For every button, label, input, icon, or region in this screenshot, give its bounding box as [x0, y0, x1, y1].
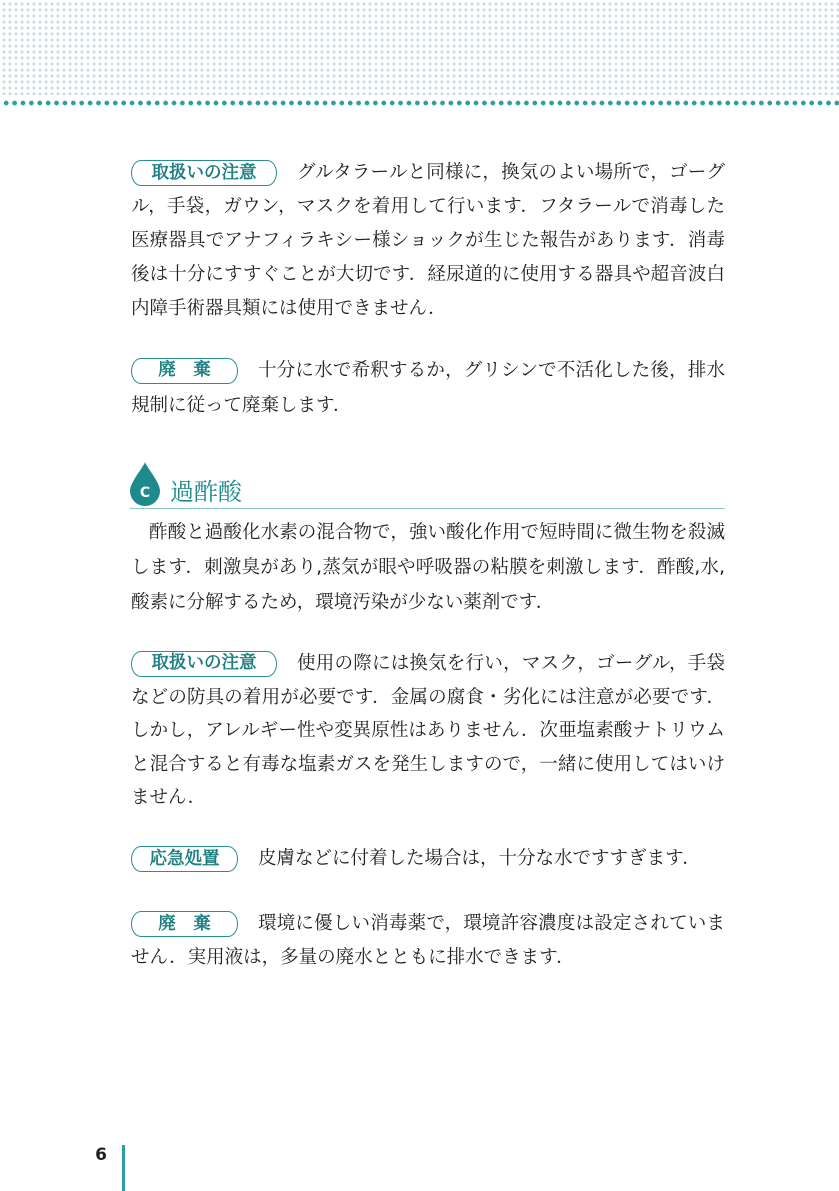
- body-line: 内障手術器具類には使用できません．: [131, 298, 447, 319]
- section-first-row: [131, 907, 725, 941]
- section-first-row: [131, 353, 725, 388]
- section-first-row: [131, 647, 725, 681]
- body-line: 規制に従って廃棄します．: [131, 395, 352, 416]
- body-line: 環境に優しい消毒薬で，環境許容濃度は設定されていま: [258, 913, 725, 934]
- body-line: 皮膚などに付着した場合は，十分な水ですすぎます．: [258, 848, 701, 869]
- heading-underline: [130, 508, 725, 509]
- handling-section-2: [131, 647, 725, 815]
- body-line: グルタラールと同様に，換気のよい場所で，ゴーグ: [297, 162, 725, 183]
- body-line: 酢酸と過酸化水素の混合物で，強い酸化作用で短時間に微生物を殺滅: [149, 522, 725, 543]
- section-heading: 過酢酸: [170, 478, 242, 506]
- handling-section-1: [131, 156, 725, 326]
- body-line: せん．実用液は，多量の廃水とともに排水できます．: [131, 947, 575, 968]
- body-line: 酸素に分解するため，環境汚染が少ない薬剤です．: [131, 592, 555, 613]
- body-line: などの防具の着用が必要です．金属の腐食・劣化には注意が必要です．: [131, 686, 725, 708]
- handling-label: 取扱いの注意: [131, 160, 277, 186]
- body-line: しかし，アレルギー性や変異原性はありません．次亜塩素酸ナトリウム: [131, 720, 725, 741]
- disposal-section-1: [131, 353, 725, 423]
- drop-icon: [130, 462, 160, 506]
- handling-label: 取扱いの注意: [131, 651, 277, 677]
- section-first-row: [131, 156, 725, 190]
- body-line: ません．: [131, 787, 207, 808]
- disposal-section-2: [131, 907, 725, 975]
- first-aid-label: 応急処置: [131, 846, 238, 872]
- section-first-row: [131, 842, 725, 876]
- header-dot-row: [0, 99, 839, 107]
- body-line: します．刺激臭があり,蒸気が眼や呼吸器の粘膜を刺激します．酢酸,水,: [131, 557, 725, 578]
- body-line: 後は十分にすすぐことが大切です．経尿道的に使用する器具や超音波白: [131, 264, 725, 285]
- body-line: 使用の際には換気を行い，マスク，ゴーグル，手袋: [297, 653, 725, 674]
- first-aid-section: [131, 842, 725, 876]
- disposal-label: 廃 棄: [131, 911, 238, 937]
- body-line: 十分に水で希釈するか，グリシンで不活化した後，排水: [258, 360, 725, 381]
- body-line: ル，手袋，ガウン，マスクを着用して行います．フタラールで消毒した: [131, 196, 725, 217]
- section-letter: C: [139, 485, 151, 501]
- peracetic-description: [131, 515, 725, 620]
- page-number: 6: [95, 1145, 107, 1165]
- body-line: 医療器具でアナフィラキシー様ショックが生じた報告があります．消毒: [131, 230, 725, 251]
- body-line: と混合すると有毒な塩素ガスを発生しますので，一緒に使用してはいけ: [131, 753, 725, 775]
- page-number-bar: [122, 1145, 125, 1191]
- header-dot-pattern: [0, 0, 839, 95]
- disposal-label: 廃 棄: [131, 358, 238, 384]
